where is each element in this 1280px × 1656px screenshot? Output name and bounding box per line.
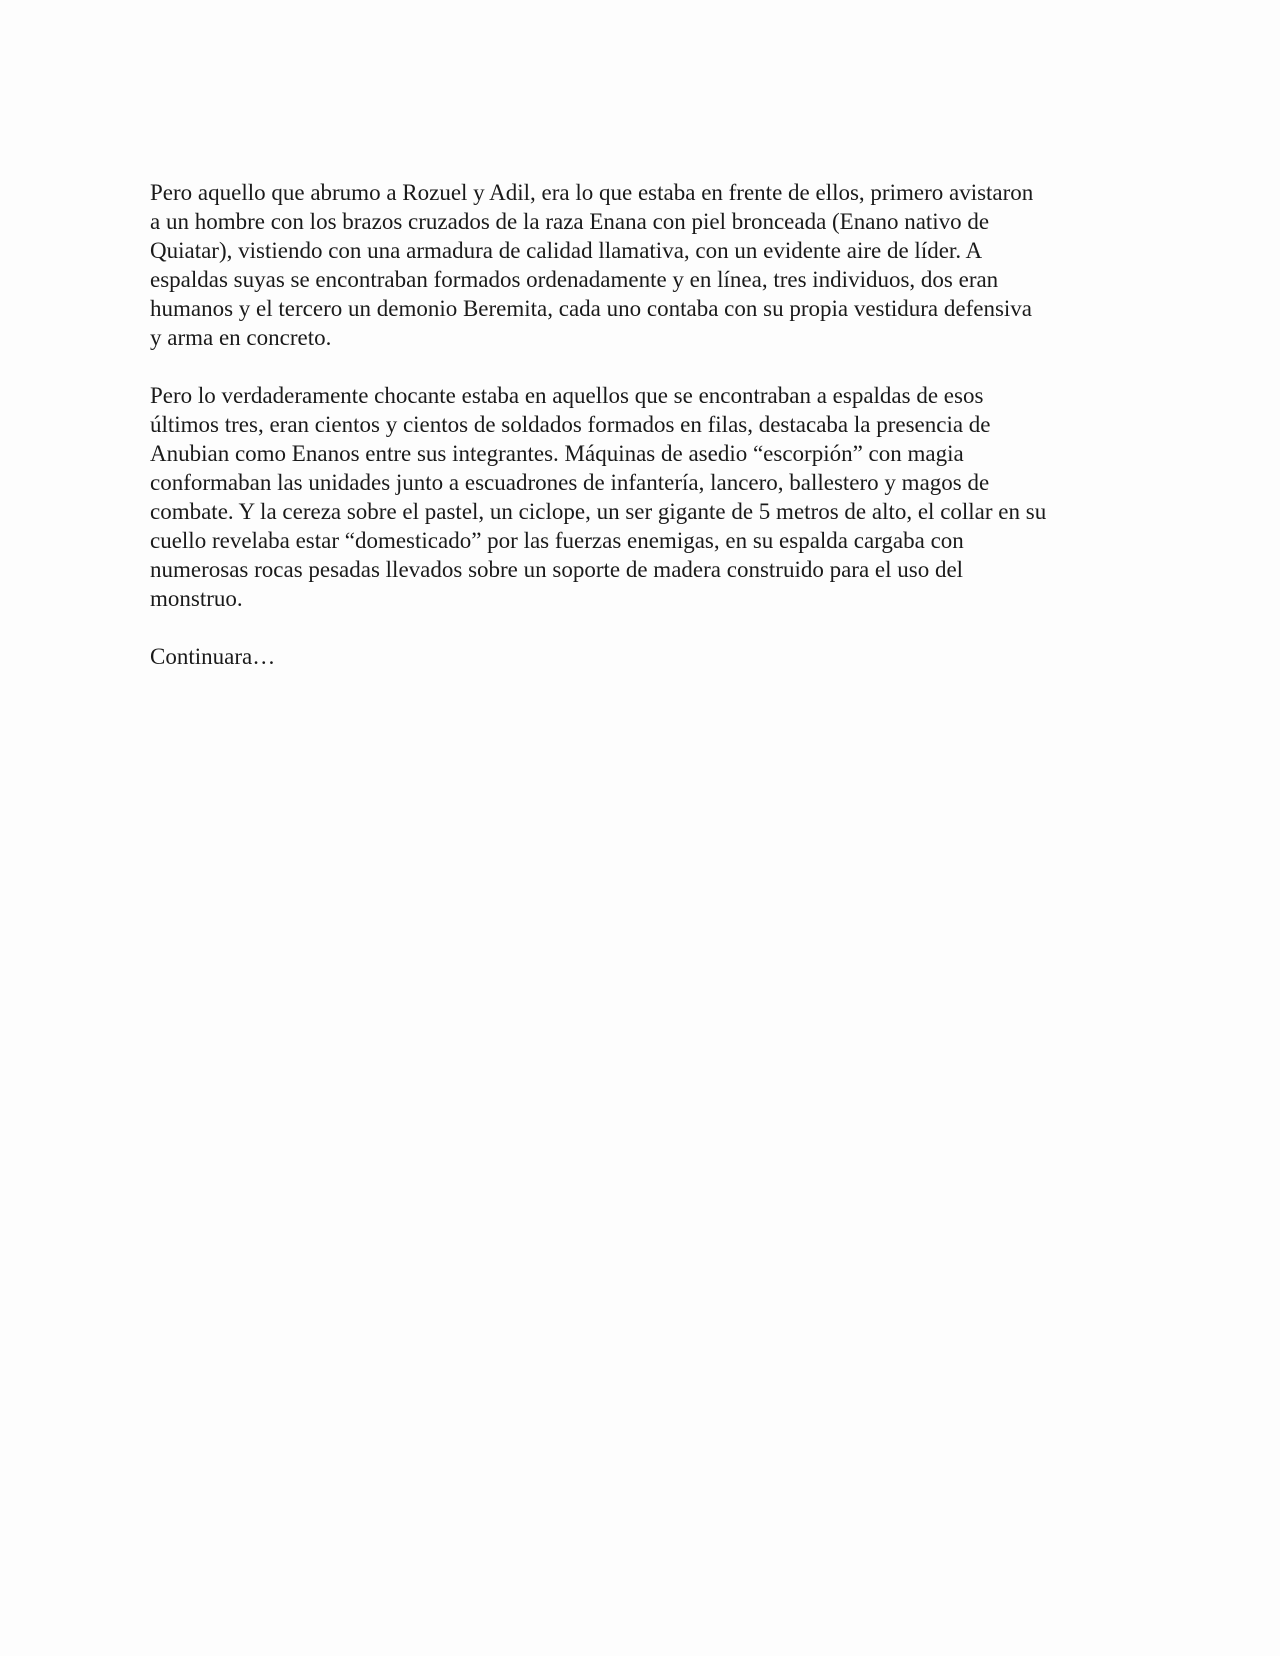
paragraph-continuara: Continuara…: [150, 644, 276, 669]
paragraph-1: Pero aquello que abrumo a Rozuel y Adil, era lo que estaba en frente de ellos, primero avistaron a un hombre con los brazos cruzados de la raza Enana con piel bronceada (Enano nativo de Quiatar), vistiendo con una armadura de calidad llamativa, con un evidente aire de líder. A espaldas suyas se encontraban formados ordenadamente y en línea, tres individuos, dos eran humanos y el tercero un demonio Beremita, cada uno contaba con su propia vestidura defensiva y arma en concreto.: [150, 180, 1034, 350]
document-body: [150, 178, 1140, 700]
paragraph-2: Pero lo verdaderamente chocante estaba en aquellos que se encontraban a espaldas de esos últimos tres, eran cientos y cientos de soldados formados en filas, destacaba la presencia de Anubian como Enanos entre sus integrantes. Máquinas de asedio “escorpión” con magia conformaban las unidades junto a escuadrones de infantería, lancero, ballestero y magos de combate. Y la cereza sobre el pastel, un ciclope, un ser gigante de 5 metros de alto, el collar en su cuello revelaba estar “domesticado” por las fuerzas enemigas, en su espalda cargaba con numerosas rocas pesadas llevados sobre un soporte de madera construido para el uso del monstruo.: [150, 383, 1047, 611]
